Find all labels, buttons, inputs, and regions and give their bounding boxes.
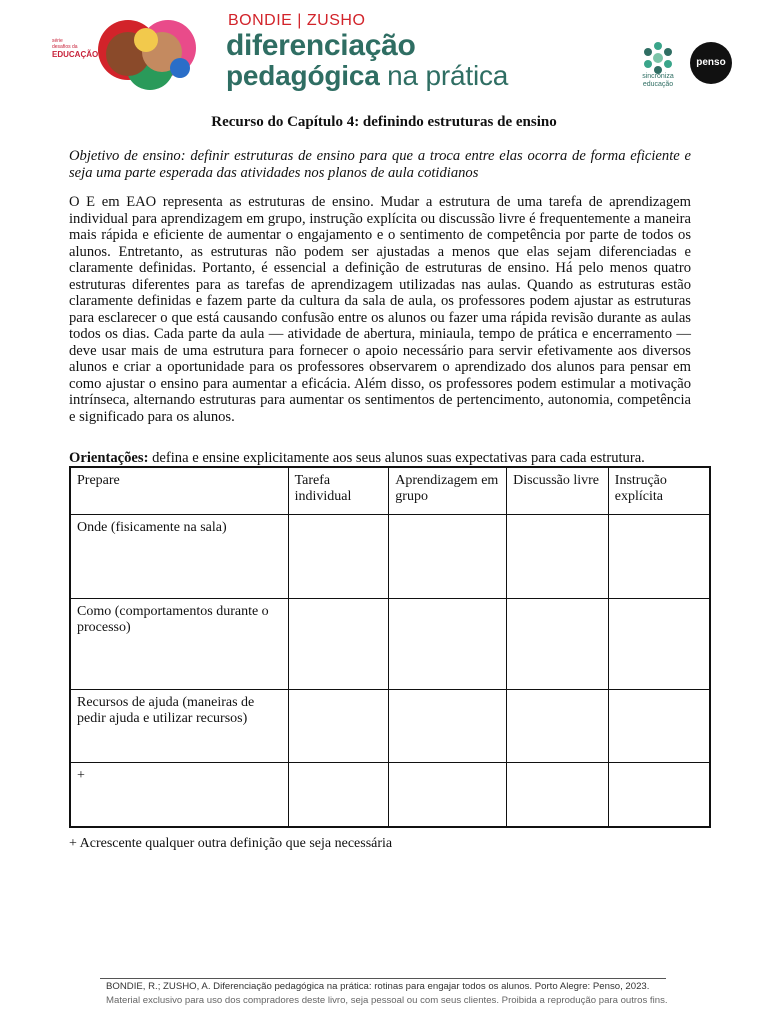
table-row <box>70 690 710 763</box>
row-label-cell: Como (comportamentos durante o processo) <box>70 599 288 690</box>
document-title: Recurso do Capítulo 4: definindo estruturas de ensino <box>211 114 557 130</box>
row-label-cell: Onde (fisicamente na sala) <box>70 515 288 599</box>
table-cell <box>608 599 710 690</box>
table-cell <box>288 599 389 690</box>
table-header-cell: Prepare <box>70 467 288 515</box>
table-footnote: + Acrescente qualquer outra definição que seja necessária <box>69 836 393 851</box>
book-title-rest: na prática <box>379 60 509 91</box>
table-cell <box>389 690 507 763</box>
penso-logo: penso <box>690 42 732 84</box>
table-cell <box>389 515 507 599</box>
teaching-objective: Objetivo de ensino: definir estruturas de ensino para que a troca entre elas ocorra de forma eficiente e seja uma parte esperada das atividades nos planos de aula cotidianos <box>69 148 691 181</box>
table-cell <box>608 690 710 763</box>
table-header-row <box>70 467 710 515</box>
table-header-cell: Tarefa individual <box>288 467 389 515</box>
structures-table <box>69 466 711 828</box>
sincroniza-logo-text <box>628 73 688 89</box>
book-authors: BONDIE | ZUSHO <box>228 12 366 29</box>
series-label: série <box>52 38 63 44</box>
series-logo-text <box>52 38 104 59</box>
footer-divider <box>100 978 666 979</box>
orientation-line <box>69 450 699 467</box>
orientation-text: defina e ensine explicitamente aos seus alunos suas expectativas para cada estrutura. <box>148 450 645 466</box>
series-subtitle: desafios da <box>52 44 78 50</box>
table-row <box>70 763 710 828</box>
table-cell <box>507 515 609 599</box>
book-title-line2 <box>226 60 508 92</box>
table-header-cell: Discussão livre <box>507 467 609 515</box>
table-row <box>70 599 710 690</box>
book-title-line1: diferenciação <box>226 29 416 62</box>
footer-disclaimer: Material exclusivo para uso dos compradores deste livro, seja pessoal ou com seus clientes. Proibida a reprodução para outros fins. <box>106 995 668 1006</box>
row-label-cell: + <box>70 763 288 828</box>
series-name: EDUCAÇÃO <box>52 50 99 59</box>
table-cell <box>507 763 609 828</box>
table-cell <box>288 763 389 828</box>
table-header-cell: Instrução explícita <box>608 467 710 515</box>
sincroniza-logo-icon <box>640 40 676 76</box>
table-cell <box>608 763 710 828</box>
table-row <box>70 515 710 599</box>
table-cell <box>389 599 507 690</box>
table-header-cell: Aprendizagem em grupo <box>389 467 507 515</box>
sincroniza-tagline: educação <box>642 81 674 88</box>
orientation-label: Orientações: <box>69 450 149 466</box>
sincroniza-name: sincroniza <box>642 73 674 80</box>
table-cell <box>288 515 389 599</box>
table-cell <box>288 690 389 763</box>
body-paragraph: O E em EAO representa as estruturas de ensino. Mudar a estrutura de uma tarefa de aprendizagem individual para aprendizagem em grupo, instrução explícita ou discussão livre é frequentemente a maneira mais rápida e eficiente de aumentar o engajamento e o sentimento de competência por parte de todos os alunos. Entretanto, as estruturas não podem ser ajustadas a menos que elas sejam diferenciadas e claramente definidas. Portanto, é essencial a definição de estruturas de ensino. Há pelo menos quatro estruturas diferentes para as tarefas de aprendizagem utilizadas nas aulas. Quando as estruturas estão claramente definidas e fazem parte da cultura da sala de aula, os professores podem ajustar as estruturas para esclarecer o que está causando confusão entre os alunos ou fazer uma rápida revisão durante as aulas todos os dias. Cada parte da aula — atividade de abertura, miniaula, tempo de prática e encerramento — deve usar mais de uma estrutura para fornecer o apoio necessário para servir efetivamente aos diversos alunos e criar a oportunidade para os professores observarem o aprendizado dos alunos para pensar em como ajustar o ensino para aumentar a eficácia. Além disso, os professores podem estimular a motivação intrínseca, alternando estruturas para aumentar os sentimentos de pertencimento, autonomia, competência e significado para os alunos. <box>69 194 691 425</box>
table-cell <box>389 763 507 828</box>
table-cell <box>608 515 710 599</box>
footer-citation: BONDIE, R.; ZUSHO, A. Diferenciação pedagógica na prática: rotinas para engajar todos os alunos. Porto Alegre: Penso, 2023. <box>106 981 650 992</box>
row-label-cell: Recursos de ajuda (maneiras de pedir ajuda e utilizar recursos) <box>70 690 288 763</box>
table-cell <box>507 690 609 763</box>
book-title-bold: pedagógica <box>226 60 380 91</box>
table-cell <box>507 599 609 690</box>
